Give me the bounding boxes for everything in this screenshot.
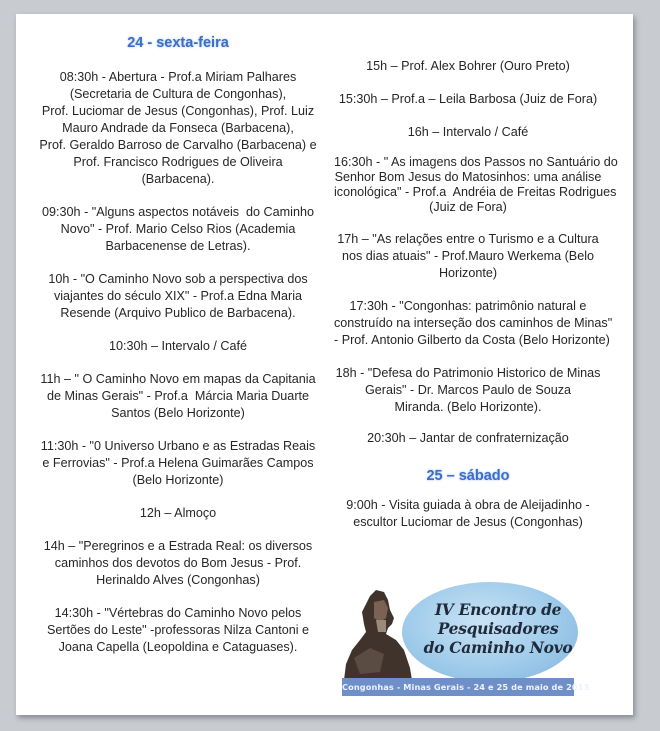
schedule-line: Miranda. (Belo Horizonte).: [394, 400, 542, 414]
schedule-line: 14h – "Peregrinos e a Estrada Real: os diversos: [43, 539, 313, 553]
schedule-entry: [334, 155, 618, 215]
schedule-line: Mauro Andrade da Fonseca (Barbacena),: [62, 121, 294, 135]
schedule-entry: [334, 298, 613, 349]
logo-banner: Congonhas - Minas Gerais - 24 e 25 de maio de 2013: [342, 678, 574, 696]
schedule-line: Novo" - Prof. Mario Celso Rios (Academia: [60, 222, 296, 236]
saturday-schedule: [334, 497, 602, 531]
schedule-entry: [34, 438, 322, 489]
schedule-line: construído na interseção dos caminhos de Minas": [334, 316, 613, 330]
spacer: [334, 282, 602, 298]
schedule-line: Prof. Geraldo Barroso de Carvalho (Barbacena) e: [39, 138, 317, 152]
spacer: [34, 422, 322, 438]
spacer: [334, 108, 602, 124]
schedule-line: iconológica" - Prof.a Andréia de Freitas Rodrigues: [334, 185, 617, 199]
spacer: [34, 489, 322, 505]
schedule-line: Prof. Francisco Rodrigues de Oliveira: [73, 155, 283, 169]
schedule-entry: [334, 91, 602, 108]
schedule-line: 10h - "O Caminho Novo sob a perspectiva dos: [48, 272, 308, 286]
schedule-line: 17h – "As relações entre o Turismo e a Cultura: [337, 232, 599, 246]
schedule-line: 17:30h - "Congonhas: patrimônio natural e: [349, 299, 587, 313]
schedule-line: 12h – Almoço: [139, 506, 217, 520]
spacer: [34, 589, 322, 605]
schedule-line: 10:30h – Intervalo / Café: [109, 339, 247, 353]
schedule-line: (Secretaria de Cultura de Congonhas),: [69, 87, 287, 101]
spacer: [34, 255, 322, 271]
schedule-line: Barbacenense de Letras).: [105, 239, 251, 253]
friday-schedule: [34, 69, 322, 656]
schedule-line: Horizonte): [438, 266, 498, 280]
spacer: [34, 188, 322, 204]
spacer: [334, 349, 602, 365]
schedule-line: 11:30h - "0 Universo Urbano e as Estradas Reais: [40, 439, 316, 453]
schedule-line: e Ferrovias" - Prof.a Helena Guimarães Campos: [42, 456, 314, 470]
schedule-entry: [34, 538, 322, 589]
schedule-line: (Barbacena).: [141, 172, 215, 186]
schedule-entry: [34, 371, 322, 422]
friday-afternoon-schedule: [334, 58, 618, 447]
day-heading-friday: 24 - sexta-feira: [127, 35, 229, 51]
schedule-line: 18h - "Defesa do Patrimonio Historico de Minas: [335, 366, 601, 380]
schedule-line: 16h – Intervalo / Café: [407, 125, 529, 139]
schedule-line: viajantes do século XIX" - Prof.a Edna Maria: [53, 289, 303, 303]
schedule-entry: [34, 338, 322, 355]
schedule-line: Joana Capella (Leopoldina e Cataguases).: [58, 640, 298, 654]
schedule-line: escultor Luciomar de Jesus (Congonhas): [353, 515, 583, 529]
schedule-line: 11h – " O Caminho Novo em mapas da Capitania: [40, 372, 316, 386]
spacer: [34, 355, 322, 371]
schedule-line: 15:30h – Prof.a – Leila Barbosa (Juiz de Fora): [338, 92, 598, 106]
schedule-line: Gerais" - Dr. Marcos Paulo de Souza: [364, 383, 572, 397]
schedule-entry: [34, 505, 322, 522]
schedule-entry: [334, 365, 602, 416]
schedule-line: Senhor Bom Jesus do Matosinhos: uma análise: [334, 170, 602, 184]
schedule-line: 09:30h - "Alguns aspectos notáveis do Caminho: [42, 205, 314, 219]
schedule-entry: [34, 69, 322, 188]
logo-title-line: IV Encontro de: [434, 600, 562, 619]
schedule-line: de Minas Gerais" - Prof.a Márcia Maria Duarte: [46, 389, 310, 403]
schedule-line: 15h – Prof. Alex Bohrer (Ouro Preto): [366, 59, 570, 73]
schedule-line: (Belo Horizonte): [132, 473, 224, 487]
schedule-line: 14:30h - "Vértebras do Caminho Novo pelos: [54, 606, 302, 620]
schedule-entry: [334, 58, 602, 75]
logo-title-line: Pesquisadores: [437, 619, 559, 638]
event-logo: [340, 582, 590, 696]
schedule-entry: [34, 605, 322, 656]
schedule-entry: [34, 204, 322, 255]
schedule-line: 20:30h – Jantar de confraternização: [367, 431, 569, 445]
schedule-entry: [334, 497, 602, 531]
schedule-line: 08:30h - Abertura - Prof.a Miriam Palhares: [59, 70, 297, 84]
schedule-line: 16:30h - " As imagens dos Passos no Santuário do: [334, 155, 618, 169]
schedule-entry: [334, 430, 602, 447]
schedule-line: Sertões do Leste" -professoras Nilza Cantoni e: [46, 623, 310, 637]
schedule-line: Santos (Belo Horizonte): [111, 406, 245, 420]
schedule-line: nos dias atuais" - Prof.Mauro Werkema (Belo: [341, 249, 595, 263]
schedule-line: Prof. Luciomar de Jesus (Congonhas), Prof. Luiz: [41, 104, 315, 118]
schedule-line: (Juiz de Fora): [429, 200, 507, 214]
spacer: [334, 75, 602, 91]
left-column: [34, 34, 322, 656]
schedule-entry: [334, 231, 602, 282]
day-heading-saturday: 25 – sábado: [426, 468, 510, 484]
schedule-line: - Prof. Antonio Gilberto da Costa (Belo Horizonte): [334, 333, 610, 347]
spacer: [334, 141, 602, 155]
spacer: [334, 416, 602, 430]
statue-icon: [340, 588, 420, 680]
spacer: [334, 215, 602, 231]
spacer: [34, 522, 322, 538]
logo-title: [418, 600, 578, 657]
schedule-line: 9:00h - Visita guiada à obra de Aleijadinho -: [346, 498, 590, 512]
schedule-entry: [334, 124, 602, 141]
schedule-line: caminhos dos devotos do Bom Jesus - Prof.: [54, 556, 302, 570]
spacer: [34, 322, 322, 338]
logo-title-line: do Caminho Novo: [423, 638, 573, 657]
schedule-line: Resende (Arquivo Publico de Barbacena).: [60, 306, 296, 320]
schedule-entry: [34, 271, 322, 322]
right-column: [334, 58, 618, 531]
schedule-line: Herinaldo Alves (Congonhas): [96, 573, 260, 587]
